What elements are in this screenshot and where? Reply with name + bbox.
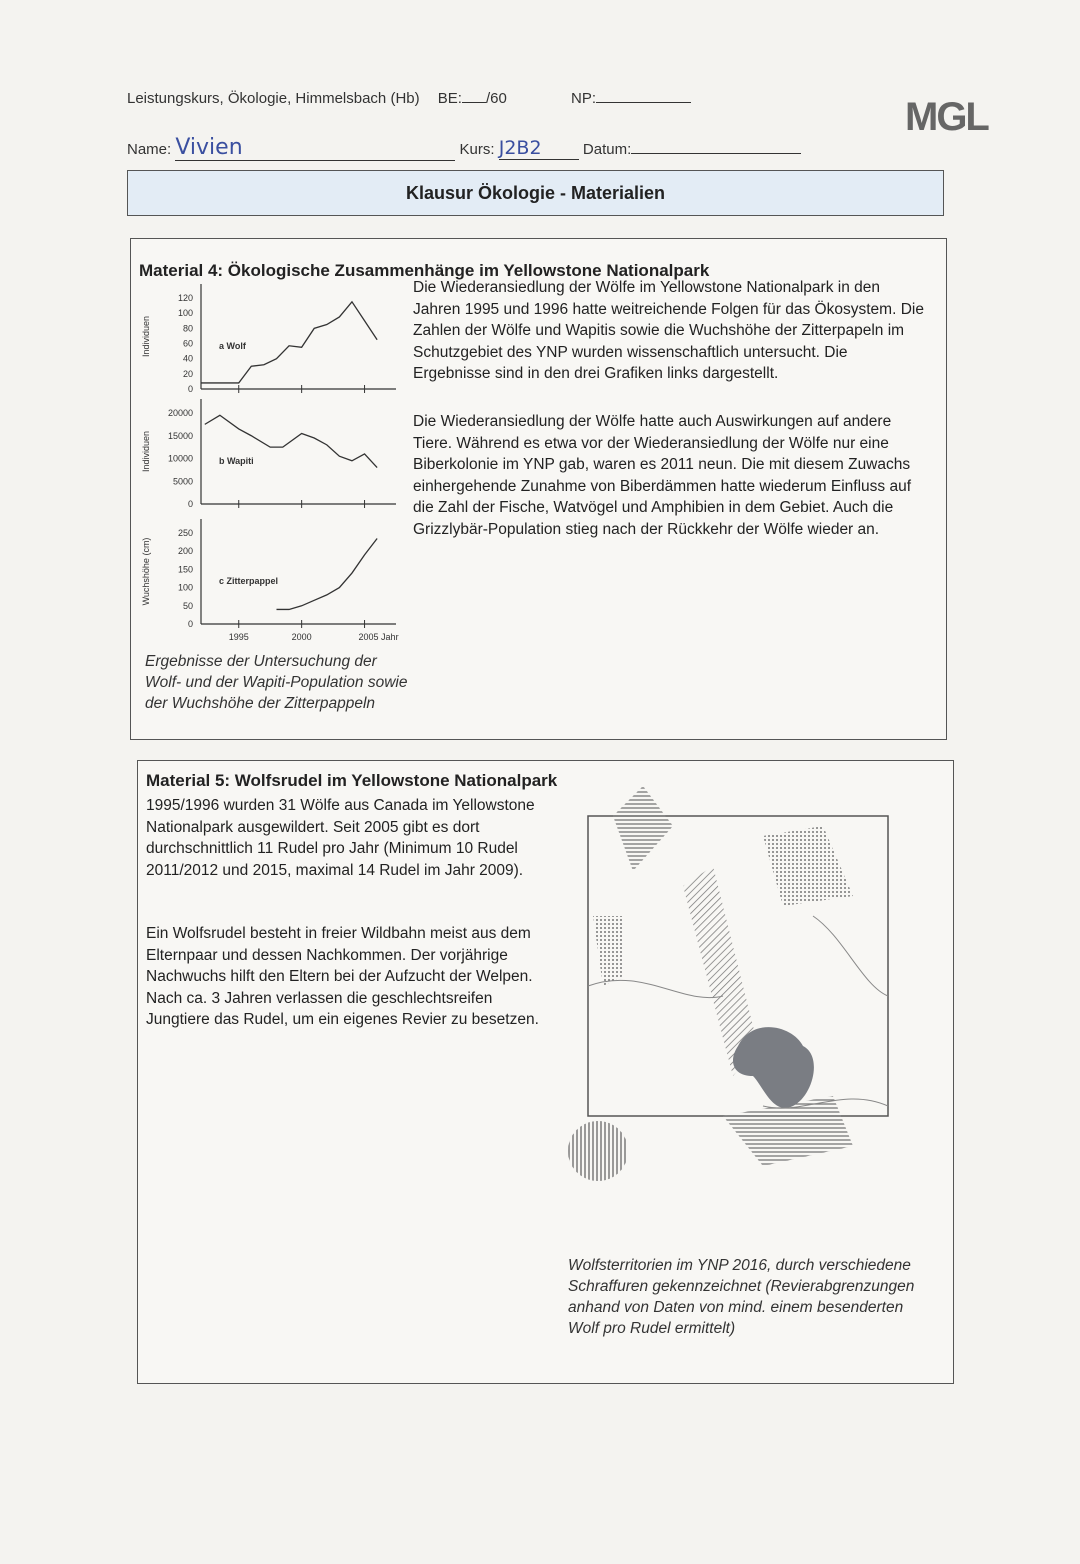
np-field[interactable]: [596, 102, 691, 103]
y-tick-label: 5000: [172, 476, 193, 487]
kurs-label: Kurs:: [459, 141, 495, 158]
be-max: /60: [485, 90, 507, 107]
page-title-banner: Klausur Ökologie - Materialien: [127, 170, 944, 216]
material-5-box: [137, 760, 954, 1384]
territory: [568, 1121, 628, 1181]
y-tick-label: 50: [182, 600, 193, 611]
y-tick-label: 0: [187, 499, 193, 509]
x-tick-label: 2000: [291, 632, 312, 642]
y-tick-label: 100: [177, 308, 193, 319]
y-tick-label: 20: [182, 368, 193, 379]
y-axis-label: Individuen: [141, 430, 151, 473]
datum-label: Datum:: [582, 141, 632, 158]
material-4-paragraph-1: Die Wiederansiedlung der Wölfe im Yellowstone Nationalpark in den Jahren 1995 und 1996 hatte weitreichende Folgen für das Ökosystem. Die Zahlen der Wölfe und Wapitis sowie die Wuchshöhe der Zitterpapeln im Schutzgebiet des YNP wurden wissenschaftlich untersucht. Die Ergebnisse sind in den drei Grafiken links dargestellt.: [413, 279, 924, 382]
y-tick-label: 80: [182, 323, 193, 334]
x-tick-label: 2005 Jahr: [358, 632, 399, 642]
datum-field[interactable]: [631, 153, 801, 154]
name-field[interactable]: Vivien: [175, 135, 455, 161]
header-course-line: [127, 90, 691, 107]
material-5-paragraph-2: Ein Wolfsrudel besteht in freier Wildbahn meist aus dem Elternpaar und dessen Nachkommen. Der vorjährige Nachwuchs hilft den Eltern bei der Aufzucht der Welpen. Nach ca. 3 Jahren verlassen die geschlechtsreifen Jungtiere das Rudel, um ein eigenes Revier zu besetzen.: [146, 925, 539, 1028]
course-label: Leistungskurs, Ökologie, Himmelsbach (Hb): [127, 90, 420, 107]
population-charts: [131, 279, 411, 649]
y-axis-label: Wuchshöhe (cm): [141, 537, 151, 606]
school-logo: MGL: [905, 95, 988, 139]
yellowstone-lake: [733, 1027, 814, 1108]
map-caption: Wolfsterritorien im YNP 2016, durch verschiedene Schraffuren gekennzeichnet (Revierabgrenzungen anhand von Daten von mind. einem besenderten Wolf pro Rudel ermittelt): [568, 1257, 915, 1337]
material-5-paragraph-1: 1995/1996 wurden 31 Wölfe aus Canada im Yellowstone Nationalpark ausgewildert. Seit 2005 gibt es dort durchschnittlich 11 Rudel pro Jahr (Minimum 10 Rudel 2011/2012 und 2015, maximal 14 Rudel im Jahr 2009).: [146, 797, 535, 879]
territory: [763, 826, 853, 906]
material-4-paragraph-2: Die Wiederansiedlung der Wölfe hatte auch Auswirkungen auf andere Tiere. Während es etwa vor der Wiederansiedlung der Wölfe nur eine Biberkolonie im YNP gab, waren es 2011 neun. Die mit diesem Zuwachs einhergehende Zunahme von Biberdämmen hatte wiederum Einfluss auf die Zahl der Fische, Watvögel und Amphibien in dem Gebiet. Auch die Grizzlybär-Population stieg nach der Rückkehr der Wölfe wieder an.: [413, 413, 912, 538]
y-tick-label: 250: [177, 528, 193, 538]
y-tick-label: 0: [187, 619, 193, 629]
material-4-title: Material 4: Ökologische Zusammenhänge im Yellowstone Nationalpark: [139, 261, 710, 280]
y-tick-label: 10000: [167, 453, 193, 464]
series-label: c Zitterpappel: [219, 576, 279, 587]
y-tick-label: 120: [177, 293, 193, 303]
kurs-field[interactable]: J2B2: [499, 137, 579, 160]
be-label: BE:: [437, 90, 462, 107]
header-name-line: [127, 135, 801, 161]
series-line: [276, 538, 377, 609]
y-tick-label: 0: [187, 384, 193, 394]
np-label: NP:: [571, 90, 597, 107]
y-tick-label: 60: [182, 338, 193, 349]
material-4-box: [130, 238, 947, 740]
y-tick-label: 40: [182, 353, 193, 364]
charts-caption: Ergebnisse der Untersuchung der Wolf- und der Wapiti-Population sowie der Wuchshöhe der Zitterpappeln: [145, 653, 408, 712]
x-tick-label: 1995: [228, 632, 249, 642]
y-tick-label: 20000: [167, 408, 193, 418]
y-tick-label: 100: [177, 582, 193, 593]
name-label: Name:: [127, 141, 172, 158]
territory: [593, 916, 623, 986]
y-tick-label: 15000: [167, 430, 193, 441]
series-label: b Wapiti: [219, 456, 254, 467]
territory: [613, 786, 673, 871]
y-tick-label: 150: [177, 564, 193, 575]
series-label: a Wolf: [219, 341, 246, 352]
material-5-title: Material 5: Wolfsrudel im Yellowstone Nationalpark: [146, 771, 558, 790]
be-field[interactable]: [462, 102, 486, 103]
wolf-territory-map: [563, 786, 918, 1186]
y-tick-label: 200: [177, 546, 193, 557]
y-axis-label: Individuen: [141, 315, 151, 358]
